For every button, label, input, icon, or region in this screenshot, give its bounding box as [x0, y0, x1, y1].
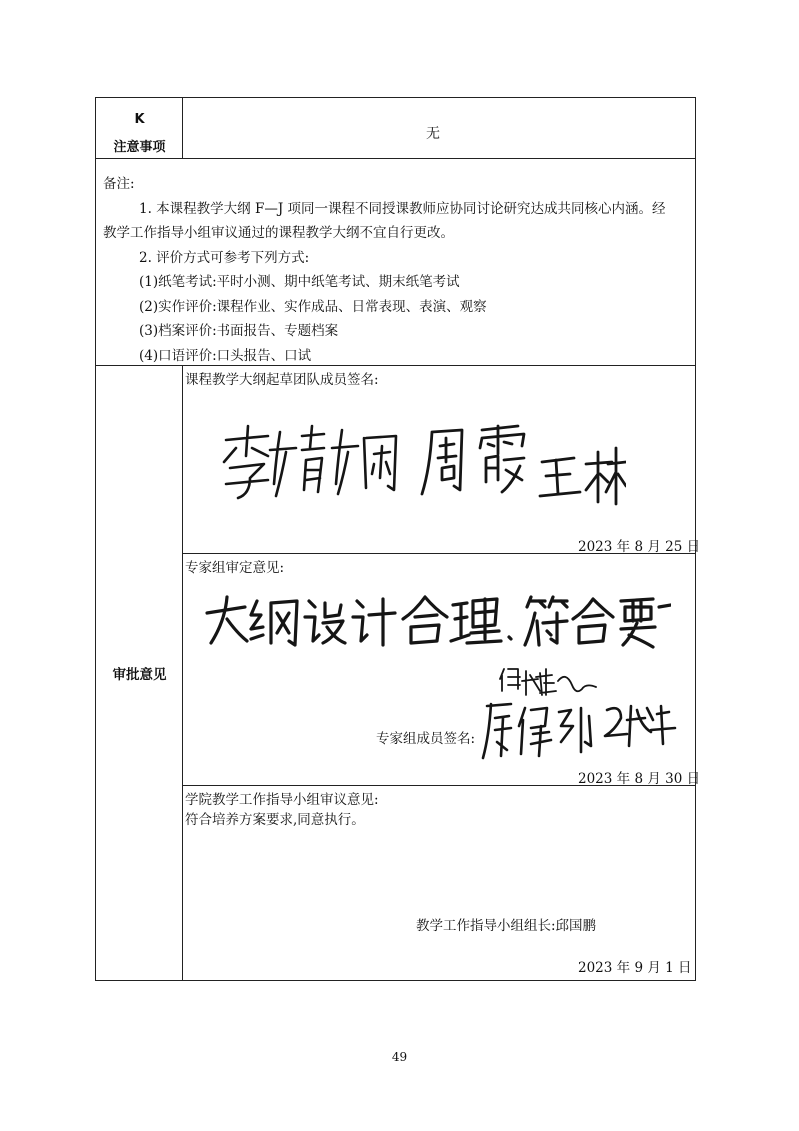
drafting-team-date: 2023 年 8 月 25 日	[578, 539, 701, 555]
notes-line: (1)纸笔考试:平时小测、期中纸笔考试、期末纸笔考试	[139, 274, 460, 290]
notes-line: (4)口语评价:口头报告、口试	[139, 347, 312, 364]
expert-member-signatures	[481, 696, 681, 766]
notes-line: 2. 评价方式可参考下列方式:	[139, 249, 310, 266]
approval-form-table	[95, 97, 701, 981]
notes-block	[103, 172, 693, 368]
row-divider-header	[96, 158, 695, 159]
notes-line: 教学工作指导小组审议通过的课程教学大纲不宜自行更改。	[103, 225, 454, 241]
page-number: 49	[391, 1050, 408, 1064]
approval-label: 审批意见	[112, 667, 167, 683]
notes-line: 1. 本课程教学大纲 F—J 项同一课程不同授课教师应协同讨论研究达成共同核心内涵。经	[139, 200, 666, 217]
expert-group-date: 2023 年 8 月 30 日	[578, 771, 701, 787]
college-group-date: 2023 年 9 月 1 日	[578, 960, 692, 976]
expert-opinion-handwriting	[201, 591, 671, 651]
drafting-team-label: 课程教学大纲起草团队成员签名:	[185, 372, 379, 388]
college-group-label: 学院教学工作指导小组审议意见:	[185, 792, 379, 808]
college-group-leader: 教学工作指导小组组长:邱国鹏	[416, 918, 597, 934]
expert-group-label: 专家组审定意见:	[185, 560, 285, 576]
notes-line: (2)实作评价:课程作业、实作成品、日常表现、表演、观察	[139, 298, 487, 315]
college-group-opinion: 符合培养方案要求,同意执行。	[185, 812, 365, 828]
notes-line: (3)档案评价:书面报告、专题档案	[139, 323, 339, 339]
notes-title: 备注:	[103, 176, 135, 192]
section-code: K	[134, 112, 145, 127]
drafting-team-signatures	[206, 418, 626, 508]
section-value: 无	[426, 126, 440, 142]
expert-members-label: 专家组成员签名:	[376, 731, 476, 747]
expert-member-signature-small	[496, 661, 606, 701]
section-label: 注意事项	[113, 140, 166, 155]
